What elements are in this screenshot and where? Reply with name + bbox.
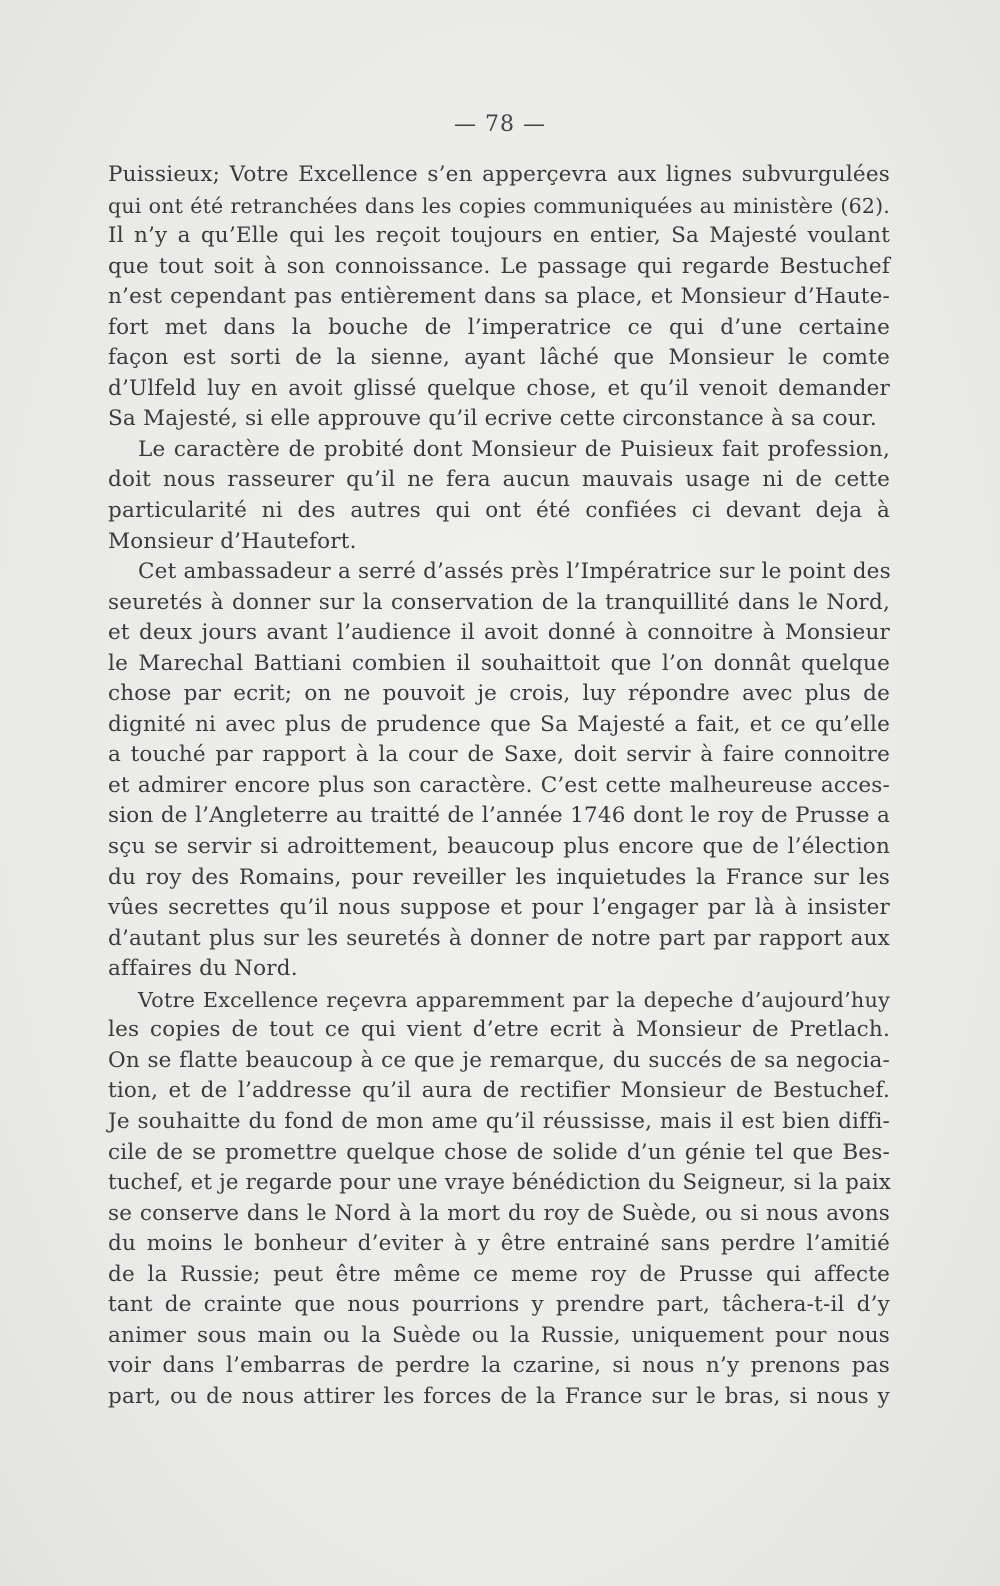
text-line: Cet ambassadeur a serré d’assés près l’Impératrice sur le point des [138, 559, 891, 585]
text-line: affaires du Nord. [108, 956, 298, 982]
text-line: part, ou de nous attirer les forces de la France sur le bras, si nous y [108, 1383, 890, 1409]
body-text [108, 160, 890, 1412]
text-line: du moins le bonheur d’eviter à y être entrainé sans perdre l’amitié [108, 1231, 890, 1257]
text-line: Il n’y a qu’Elle qui les reçoit toujours en entier, Sa Majesté voulant [108, 223, 890, 249]
text-line: doit nous rasseurer qu’il ne fera aucun mauvais usage ni de cette [108, 467, 890, 493]
text-line: On se flatte beaucoup à ce que je remarque, du succés de sa negocia- [108, 1047, 890, 1073]
text-line: a touché par rapport à la cour de Saxe, doit servir à faire connoitre [108, 742, 890, 768]
text-line: façon est sorti de la sienne, ayant lâché que Monsieur le comte [108, 345, 890, 371]
text-line: les copies de tout ce qui vient d’etre ecrit à Monsieur de Pretlach. [108, 1017, 890, 1043]
text-line: fort met dans la bouche de l’imperatrice ce qui d’une certaine [108, 314, 890, 340]
text-line: d’Ulfeld luy en avoit glissé quelque chose, et qu’il venoit demander [108, 375, 890, 401]
text-line: Monsieur d’Hautefort. [108, 528, 357, 554]
text-line: qui ont été retranchées dans les copies communiquées au ministère (62). [108, 193, 890, 218]
text-line: seuretés à donner sur la conservation de la tranquillité dans le Nord, [108, 589, 890, 615]
text-line: d’autant plus sur les seuretés à donner de notre part par rapport aux [108, 925, 890, 951]
text-line: se conserve dans le Nord à la mort du roy de Suède, ou si nous avons [108, 1200, 890, 1226]
text-line: tion, et de l’addresse qu’il aura de rectifier Monsieur de Bestuchef. [108, 1078, 890, 1104]
text-line: Sa Majesté, si elle approuve qu’il ecrive cette circonstance à sa cour. [108, 406, 877, 432]
text-line: vûes secrettes qu’il nous suppose et pour l’engager par là à insister [108, 895, 890, 921]
text-line: Puissieux; Votre Excellence s’en apperçevra aux lignes subvurgulées [108, 162, 890, 187]
text-line: cile de se promettre quelque chose de solide d’un génie tel que Bes- [108, 1139, 890, 1165]
text-line: particularité ni des autres qui ont été confiées ci devant deja à [108, 498, 890, 524]
page-number: — 78 — [454, 112, 546, 137]
text-line: Votre Excellence reçevra apparemment par la depeche d’aujourd’huy [138, 987, 890, 1012]
text-line: sçu se servir si adroittement, beaucoup plus encore que de l’élection [108, 834, 890, 860]
text-line: et admirer encore plus son caractère. C’est cette malheureuse acces- [108, 772, 890, 798]
text-line: sion de l’Angleterre au traitté de l’année 1746 dont le roy de Prusse a [108, 803, 890, 829]
text-line: que tout soit à son connoissance. Le passage qui regarde Bestuchef [108, 253, 890, 279]
text-line: du roy des Romains, pour reveiller les inquietudes la France sur les [108, 864, 890, 890]
text-line: de la Russie; peut être même ce meme roy de Prusse qui affecte [108, 1261, 890, 1287]
text-line: tant de crainte que nous pourrions y prendre part, tâchera-t-il d’y [108, 1292, 890, 1318]
text-line: n’est cependant pas entièrement dans sa place, et Monsieur d’Haute- [108, 284, 890, 310]
text-line: dignité ni avec plus de prudence que Sa Majesté a fait, et ce qu’elle [108, 711, 890, 737]
text-line: tuchef, et je regarde pour une vraye bénédiction du Seigneur, si la paix [108, 1170, 892, 1196]
text-line: voir dans l’embarras de perdre la czarine, si nous n’y prenons pas [108, 1353, 890, 1379]
text-line: chose par ecrit; on ne pouvoit je crois, luy répondre avec plus de [108, 681, 890, 707]
text-line: le Marechal Battiani combien il souhaittoit que l’on donnât quelque [108, 650, 890, 676]
text-line: Le caractère de probité dont Monsieur de Puisieux fait profession, [138, 436, 890, 462]
text-line: Je souhaitte du fond de mon ame qu’il réussisse, mais il est bien diffi- [108, 1108, 890, 1134]
text-line: animer sous main ou la Suède ou la Russie, uniquement pour nous [108, 1322, 890, 1348]
text-line: et deux jours avant l’audience il avoit donné à connoitre à Monsieur [108, 620, 890, 646]
